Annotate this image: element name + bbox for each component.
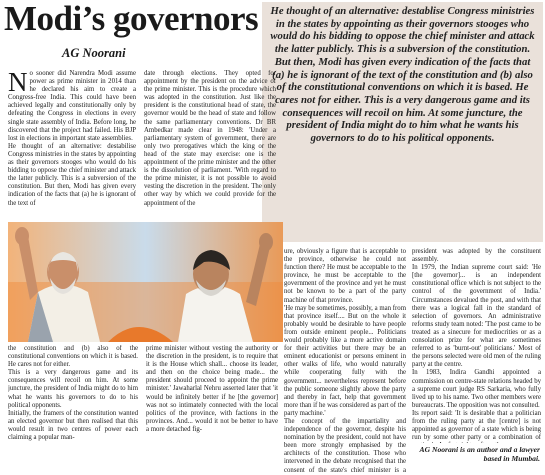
column-2-bottom [146,345,278,473]
byline: AG Noorani [62,46,126,60]
body-paragraph: In 1979, the Indian supreme court said: 'He [the governor]... is an independent constitutional office which is not subject to the control of the government of India.' Circumstances devalued the post, and with that there was a logical fall in the standard of selection of governors. An administrative reforms study team noted: 'The post came to be treated as a sinecure for mediocrities or as a consolation prize for what are sometimes referred to as 'burnt-out' politicians.' Most of the persons selected were old men of the ruling party at the centre. [412,264,541,369]
pull-quote: He thought of an alternative: destablise Congress ministries in the states by appointing as their governors stooges who would do his bidding to oppose the chief minister and attack the latter publicly. This is a subversion of the constitution. But then, Modi has given every indication of the facts that (a) he is ignorant of the text of the constitution and (b) also of the constitutional conventions on which it is based. He cares not for either. This is a very dangerous game and its consequences will recoil on him. At some juncture, the president of India might do to him what he wants his governors to do to his political opponents. [262,2,543,242]
body-paragraph: prime minister without vesting the authority or the discretion in the president, is to require that it is the House which shall... choose its leader, and then on the choice being made... the president should proceed to appoint the prime minister.' Jawaharlal Nehru asserted later that 'it would be infinitely better if he [the governor] was not so intimately connected with the local politics of the province, with factions in the provinces. And... would it not be better to have a more detached fig- [146,345,278,433]
column-3 [284,248,406,473]
body-paragraph: This is a very dangerous game and its consequences will recoil on him. At some juncture, the president of India might do to him what he wants his governors to do to his political opponents. [8,369,138,409]
body-paragraph: 'He may be sometimes, possibly, a man from that province itself.... But on the whole it probably would be desirable to have people from outside eminent people... Politicians would probably like a more active domain for their activities but there may be an eminent educationist or persons eminent in other walks of life, who would naturally while cooperating fully with the government... nevertheless represent before the public someone slightly above the party and thereby in fact, help that government more than if he was considered as part of the party machine.' [284,304,406,417]
body-paragraph: He thought of an alternative: destabilise Congress ministries in the states by appointing as their governors stooges who would do his bidding to oppose the chief minister and attack the latter publicly. This is a subversion of the constitution. But then, Modi has given every indication of the facts that (a) he is ignorant of the text of [8,142,136,207]
body-paragraph: the constitution and (b) also of the constitutional conventions on which it is based. He cares not for either. [8,345,138,369]
body-paragraph: No sooner did Narendra Modi assume power as prime minister in 2014 than he declared his aim to create a Congress-free India. This could have been achieved legally and constitutionally only by defeating the Congress in elections in every single state assembly of India. Before long, he discovered that the project had failed. His BJP lost in elections in important state assemblies. [8,70,136,142]
column-1-bottom [8,345,138,473]
column-1-top [8,70,136,220]
column-4 [412,248,541,443]
two-politicians-waving-photo [8,222,283,342]
body-paragraph: Its report said: 'It is desirable that a politician from the ruling party at the [centre] is not appointed as governor of a state which is being run by some other party or a combination of [412,409,541,442]
body-paragraph: ure, obviously a figure that is acceptable to the province, otherwise he could not function there? He must be acceptable to the province, he must be acceptable to the government of the province and yet he must not be known to be a part of the party machine of that province. [284,248,406,304]
body-paragraph: In 1983, Indira Gandhi appointed a commission on centre-state relations headed by a supreme court judge RS Sarkaria, who fully lived up to his name. Two other members were bureaucrats. The opposition was not consulted. [412,369,541,409]
article-photo [8,222,283,342]
body-paragraph: president was adopted by the constituent assembly. [412,248,541,264]
headline: Modi’s governors [4,0,259,38]
author-bio: AG Noorani is an author and a lawyer based in Mumbai. [419,445,540,463]
drop-cap: N [8,70,28,97]
body-paragraph: The concept of the impartiality and independence of the governor, despite his nomination by the president, could not have been more strongly emphasised by the architects of the constitution. Those who intervened in the debate recognised that the consent of the state's chief minister is a [284,417,406,473]
body-paragraph: Initially, the framers of the constitution wanted an elected governor but then realised that this would result in two centres of power each claiming a popular man- [8,409,138,442]
column-2-top [144,70,276,220]
body-paragraph: date through elections. They opted for appointment by the president on the advice of the prime minister. This is the procedure which was adopted in the constitution. Just like the president is the constitutional head of state, the governor would be the head of state and follow the same parliamentary conventions. Dr BR Ambedkar made clear in 1948: 'Under a parliamentary system of government, there are only two prerogatives which the king or the head of the state may exercise: one is the appointment of the prime minister and the other is the dissolution of parliament. 'With regard to the prime minister, it is not possible to avoid vesting the discretion in the president. The only other way by which we could provide for the appointment of the [144,70,276,207]
